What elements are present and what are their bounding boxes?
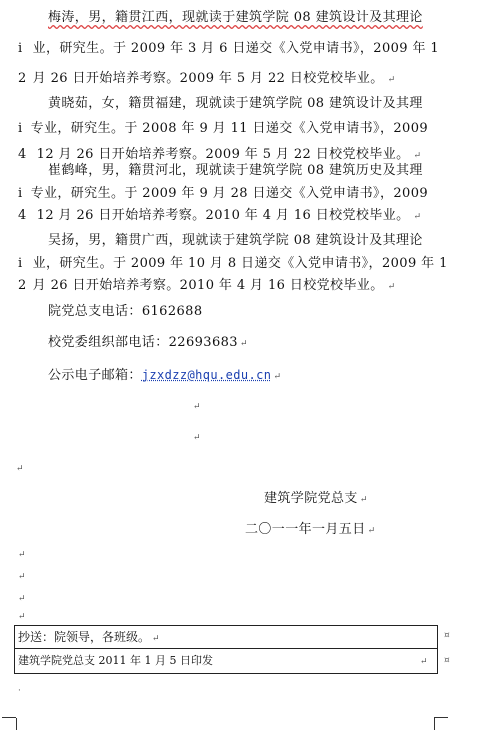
paragraph-mark: ↵ (239, 339, 248, 349)
paragraph-mark: ↵ (387, 282, 396, 292)
paragraph-mark: ↵ (152, 634, 160, 644)
para-4-line-2: i 业，研究生。于 2009 年 10 月 8 日递交《入党申请书》，2009 年 1 (18, 256, 448, 271)
cc-recipients: 抄送：院领导，各班级。 ↵ (18, 630, 160, 644)
cut-char: 4 (18, 208, 27, 223)
para-3-line-2: i 专业，研究生。于 2009 年 9 月 28 日递交《入党申请书》，2009 (18, 186, 429, 201)
cell-end-mark: ↵ (420, 657, 428, 667)
paragraph-mark: ↵ (413, 151, 422, 161)
empty-paragraph-mark: ↵ (16, 464, 24, 474)
para-2-line-2: i 专业，研究生。于 2008 年 9 月 11 日递交《入党申请书》，2009 (18, 121, 429, 136)
cut-char: 2 (18, 71, 27, 86)
row-end-mark: ¤ (444, 656, 450, 666)
empty-paragraph-mark: ↵ (193, 433, 201, 443)
print-info: 建筑学院党总支 2011 年 1 月 5 日印发 (18, 654, 213, 667)
email-line: 公示电子邮箱：jzxdzz@hqu.edu.cn ↵ (48, 368, 282, 383)
empty-paragraph-mark: ↵ (18, 550, 26, 560)
cut-char: 2 (18, 278, 27, 293)
table-divider (15, 648, 437, 649)
paragraph-mark: ↵ (413, 212, 422, 222)
crop-mark-bottom-right (434, 718, 447, 730)
para-1-line-3: 2 月 26 日开始培养考察。2009 年 5 月 22 日校党校毕业。 ↵ (18, 71, 396, 86)
empty-paragraph-mark: ↵ (18, 572, 26, 582)
email-link[interactable]: jzxdzz@hqu.edu.cn (141, 368, 272, 382)
signature-org: 建筑学院党总支 ↵ (264, 491, 368, 506)
organization-dept-phone: 校党委组织部电话：22693683 ↵ (48, 335, 248, 350)
para-1-line-2: i 业，研究生。于 2009 年 3 月 6 日递交《入党申请书》，2009 年 1 (18, 41, 440, 56)
para-2-line-3: 4 12 月 26 日开始培养考察。2009 年 5 月 22 日校党校毕业。 ↵ (18, 147, 422, 162)
empty-paragraph-mark: ↵ (193, 402, 201, 412)
crop-mark-bottom-left-h (2, 716, 16, 718)
signature-date: 二〇一一年一月五日 ↵ (245, 522, 376, 537)
paragraph-mark: ↵ (387, 75, 396, 85)
row-end-mark: ¤ (444, 631, 450, 641)
paragraph-mark: ↵ (273, 372, 282, 382)
paragraph-mark: ↵ (367, 526, 376, 536)
para-4-line-3: 2 月 26 日开始培养考察。2010 年 4 月 16 日校党校毕业。 ↵ (18, 278, 396, 293)
party-branch-phone: 院党总支电话：6162688 (48, 304, 203, 319)
crop-mark-bottom-right-h (434, 716, 448, 718)
cut-char: 4 (18, 147, 27, 162)
para-4-line-1: 吴扬，男，籍贯广西，现就读于建筑学院 08 建筑设计及其理论 (48, 233, 423, 248)
para-2-line-1: 黄晓茹，女，籍贯福建，现就读于建筑学院 08 建筑设计及其理 (48, 96, 423, 111)
paragraph-mark: ↵ (359, 495, 368, 505)
empty-paragraph-mark: ↵ (18, 594, 26, 604)
para-1-line-1: 梅涛，男，籍贯江西，现就读于建筑学院 08 建筑设计及其理论 (48, 10, 423, 25)
para-3-line-3: 4 12 月 26 日开始培养考察。2010 年 4 月 16 日校党校毕业。 ↵ (18, 208, 422, 223)
para-3-line-1: 崔鹤峰，男，籍贯河北，现就读于建筑学院 08 建筑历史及其理 (48, 163, 423, 178)
crop-mark-bottom-left (4, 718, 17, 730)
cut-char: i (18, 41, 23, 56)
doc-end-mark: · (18, 686, 21, 696)
cut-char: i (18, 256, 23, 271)
cut-char: i (18, 121, 23, 136)
empty-paragraph-mark: ↵ (18, 612, 26, 622)
cut-char: i (18, 186, 23, 201)
